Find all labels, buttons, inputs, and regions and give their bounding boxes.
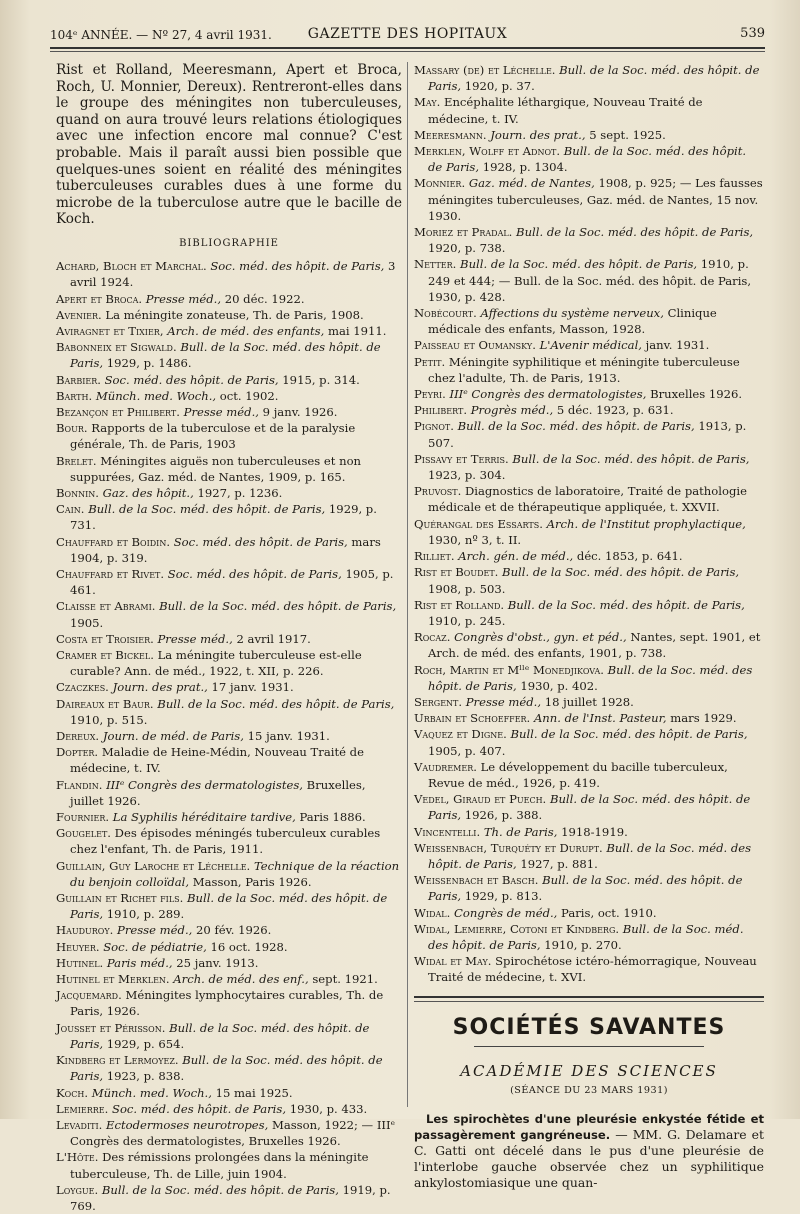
entry-authors: Levaditi. <box>56 1117 103 1132</box>
bibliography-entry <box>414 337 764 353</box>
entry-authors: Quérangal des Essarts. <box>414 516 543 531</box>
right-column <box>414 62 764 1191</box>
bibliography-entry <box>56 825 402 857</box>
bibliography-entry <box>56 420 402 452</box>
bibliography-entry <box>414 256 764 305</box>
entry-details: sept. 1921. <box>308 972 378 987</box>
entry-authors: Chauffard et Boidin. <box>56 534 171 549</box>
bibliography-entry <box>56 1117 402 1149</box>
entry-details: Le développement du bacille tuberculeux, Revue de méd., 1926, p. 419. <box>428 759 728 790</box>
entry-authors: Philibert. <box>414 403 468 418</box>
entry-details: mai 1911. <box>324 323 387 338</box>
entry-details: 1919, p. 769. <box>70 1182 391 1213</box>
bibliography-entry <box>414 597 764 629</box>
entry-authors: Merklen, Wolff et Adnot. <box>414 144 561 159</box>
entry-details: 15 mai 1925. <box>211 1085 293 1100</box>
page-header <box>50 22 765 46</box>
entry-details: 1926, p. 388. <box>461 808 543 823</box>
entry-details: 20 déc. 1922. <box>221 291 305 306</box>
entry-details: 1920, p. 738. <box>428 241 506 256</box>
bibliography-entry <box>56 1101 402 1117</box>
entry-source: Bull. de la Soc. méd. des hôpit. de Paris, <box>460 257 698 272</box>
entry-authors: Avenier. <box>56 307 102 322</box>
bibliography-entry <box>56 258 402 290</box>
entry-source: Progrès méd., <box>470 403 554 418</box>
entry-details: 1915, p. 314. <box>278 372 360 387</box>
entry-authors: Babonneix et Sigwald. <box>56 340 177 355</box>
entry-source: Bull. de la Soc. méd. des hôpit. de Paris, <box>428 63 760 94</box>
bibliography-entry <box>414 759 764 791</box>
entry-details: oct. 1902. <box>216 388 279 403</box>
entry-source: Soc. méd. des hôpit. de Paris, <box>210 259 385 274</box>
entry-authors: Moriez et Pradal. <box>414 225 513 240</box>
entry-authors: Guillain et Richet fils. <box>56 891 184 906</box>
entry-details: 9 janv. 1926. <box>258 404 338 419</box>
bibliography-entry <box>414 175 764 224</box>
intro-paragraph: Rist et Rolland, Meeresmann, Apert et Broca, Roch, U. Monnier, Dereux). Rentreront-elles dans le groupe des méningites non tuberculeuses, quand on aura trouvé leurs relations étiologiques avec une infection encore mal connue? C'est probable. Mais il paraît aussi bien possible que quelques-unes soient en réalité des méningites tuberculeuses curables dues à une forme du microbe de la tuberculose autre que le bacille de Koch. <box>56 62 402 228</box>
entry-details: Paris 1886. <box>295 810 366 825</box>
section-rule-thin <box>414 1001 764 1002</box>
entry-source: Bull. de la Soc. méd. des hôpit. de Paris, <box>101 1182 339 1197</box>
bibliography-entry <box>56 404 402 420</box>
bibliography-entry <box>56 939 402 955</box>
entry-source: Münch. med. Woch., <box>95 388 217 403</box>
bibliography-entry <box>56 453 402 485</box>
entry-details: 1927, p. 1236. <box>193 485 283 500</box>
entry-details: Méningites lymphocytaires curables, Th. de Paris, 1926. <box>70 988 384 1019</box>
entry-authors: Flandin. <box>56 777 103 792</box>
bibliography-entry <box>56 388 402 404</box>
entry-details: déc. 1853, p. 641. <box>573 549 683 564</box>
entry-authors: Claisse et Abrami. <box>56 599 156 614</box>
entry-source: Soc. méd. des hôpit. de Paris, <box>167 567 342 581</box>
entry-authors: Costa et Troisier. <box>56 631 154 646</box>
bibliography-entry <box>56 1149 402 1181</box>
entry-details: Bruxelles 1926. <box>646 387 743 402</box>
entry-authors: Peyri. <box>414 387 446 402</box>
entry-details: Nantes, sept. 1901, et Arch. de méd. des enfants, 1901, p. 738. <box>428 630 761 661</box>
entry-source: Paris méd., <box>106 955 173 970</box>
bibliography-entry <box>56 987 402 1019</box>
entry-authors: Vincentelli. <box>414 824 481 839</box>
entry-details: Rapports de la tuberculose et de la paralysie générale, Th. de Paris, 1903 <box>70 421 356 452</box>
bibliography-entry <box>414 451 764 483</box>
entry-source: Ann. de l'Inst. Pasteur, <box>533 711 667 726</box>
entry-details: Paris, oct. 1910. <box>557 905 657 920</box>
entry-details: Clinique médicale des enfants, Masson, 1928. <box>428 306 717 337</box>
entry-details: 1905, p. 407. <box>428 743 506 758</box>
entry-details: 18 juillet 1928. <box>541 694 634 709</box>
entry-authors: Massary (de) et Léchelle. <box>414 63 556 77</box>
bibliography-entry <box>414 418 764 450</box>
entry-source: La Syphilis héréditaire tardive, <box>112 810 296 825</box>
entry-source: Presse méd., <box>117 923 193 938</box>
entry-source: Presse méd., <box>465 694 542 709</box>
entry-source: Bull. de la Soc. méd. des hôpit. de Paris, <box>512 451 750 466</box>
entry-details: 17 janv. 1931. <box>207 680 294 695</box>
entry-source: Bull. de la Soc. méd. des hôpit. de Paris, <box>507 597 745 612</box>
entry-authors: Daireaux et Baur. <box>56 696 154 711</box>
entry-authors: Bonnin. <box>56 485 99 500</box>
bibliography-entry <box>56 631 402 647</box>
bibliography-entry <box>414 127 764 143</box>
entry-source: IIIᵉ Congrès des dermatologistes, <box>106 777 303 792</box>
entry-source: Congrès de méd., <box>453 905 558 920</box>
entry-source: Presse méd., <box>157 631 233 646</box>
entry-authors: Rilliet. <box>414 549 455 564</box>
entry-source: Journ. des prat., <box>490 127 586 142</box>
entry-authors: Sergent. <box>414 694 463 709</box>
entry-authors: May. <box>414 95 441 110</box>
bibliography-entry <box>56 1182 402 1214</box>
bibliography-entry <box>56 598 402 630</box>
entry-details: La méningite tuberculeuse est-elle curable? Ann. de méd., 1922, t. XII, p. 226. <box>70 648 362 679</box>
entry-details: 1930, p. 402. <box>516 678 598 693</box>
entry-source: IIIᵉ Congrès des dermatologistes, <box>449 387 647 402</box>
entry-authors: Meeresmann. <box>414 127 487 142</box>
bibliography-entry <box>56 890 402 922</box>
academy-title: ACADÉMIE DES SCIENCES <box>460 1061 718 1080</box>
entry-details: 5 déc. 1923, p. 631. <box>553 403 674 418</box>
entry-authors: Netter. <box>414 257 457 272</box>
entry-details: 1930, nº 3, t. II. <box>428 532 522 547</box>
bibliography-entry <box>414 386 764 402</box>
bibliography-entry <box>414 483 764 515</box>
bibliography-entry <box>414 662 764 694</box>
entry-source: Bull. de la Soc. méd. des hôpit. de Paris, <box>70 1020 370 1051</box>
bibliography-list-right <box>414 62 764 986</box>
entry-authors: Widal. <box>414 905 451 920</box>
entry-authors: Widal et May. <box>414 954 492 969</box>
header-rule-thin <box>50 51 765 52</box>
bibliography-entry <box>414 905 764 921</box>
entry-details: 1928, p. 1304. <box>479 160 568 175</box>
entry-details: 1908, p. 503. <box>428 581 506 596</box>
bibliography-entry <box>414 710 764 726</box>
entry-authors: Jacquemard. <box>56 988 122 1003</box>
entry-source: Bull. de la Soc. méd. des hôpit. de Paris, <box>457 419 695 434</box>
entry-details: 1910, p. 245. <box>428 613 506 628</box>
bibliography-entry <box>56 696 402 728</box>
entry-authors: Dereux. <box>56 729 100 744</box>
entry-authors: Rocaz. <box>414 630 451 645</box>
entry-source: Journ. des prat., <box>112 680 208 695</box>
entry-details: janv. 1931. <box>641 338 710 353</box>
entry-authors: Roch, Martin et Mˡˡᵉ Monedjikova. <box>414 662 604 677</box>
bibliography-entry <box>414 143 764 175</box>
entry-source: Congrès d'obst., gyn. et péd., <box>454 630 627 645</box>
entry-details: 25 janv. 1913. <box>172 955 259 970</box>
bibliography-entry <box>414 824 764 840</box>
entry-details: 1929, p. 813. <box>461 889 543 904</box>
entry-source: Bull. de la Soc. méd. des hôpit. de Paris, <box>510 727 748 742</box>
entry-details: 3 avril 1924. <box>70 259 396 290</box>
entry-details: mars 1904, p. 319. <box>70 534 381 565</box>
entry-source: Soc. méd. des hôpit. de Paris, <box>173 534 348 549</box>
bibliography-entry <box>414 62 764 94</box>
bibliography-entry <box>56 291 402 307</box>
entry-source: Gaz. des hôpit., <box>102 485 194 500</box>
entry-details: Masson, 1922; — IIIᵉ Congrès des dermatologistes, Bruxelles 1926. <box>70 1117 396 1149</box>
entry-source: Bull. de la Soc. méd. des hôpit. de Paris, <box>157 696 395 711</box>
entry-source: Bull. de la Soc. méd. des hôpit. de Paris, <box>428 921 744 952</box>
entry-source: Bull. de la Soc. méd. des hôpit. de Paris, <box>516 225 754 240</box>
left-column <box>56 62 402 1214</box>
header-rule <box>50 47 765 49</box>
entry-authors: Brelet. <box>56 453 97 468</box>
bibliography-entry <box>56 485 402 501</box>
entry-authors: Bezançon et Philibert. <box>56 404 180 419</box>
entry-details: 2 avril 1917. <box>232 631 311 646</box>
article-title: Les spirochètes d'une pleurésie enkystée fétide et passagèrement gangréneuse. <box>414 1112 764 1143</box>
bibliography-entry <box>414 872 764 904</box>
entry-authors: Hutinel. <box>56 955 104 970</box>
entry-source: Münch. med. Woch., <box>91 1085 212 1100</box>
entry-details: 1920, p. 37. <box>461 79 535 94</box>
page-number: 539 <box>740 26 765 41</box>
entry-authors: L'Hôte. <box>56 1150 99 1165</box>
bibliography-entry <box>56 971 402 987</box>
entry-details: 1923, p. 304. <box>428 468 506 483</box>
entry-details: 1930, p. 433. <box>286 1101 368 1116</box>
entry-details: 15 janv. 1931. <box>243 729 330 744</box>
entry-authors: Barth. <box>56 388 93 403</box>
entry-authors: Cramer et Bickel. <box>56 648 154 663</box>
section-title: SOCIÉTÉS SAVANTES <box>452 1014 726 1040</box>
entry-source: Bull. de la Soc. méd. des hôpit. de Paris, <box>70 1053 383 1084</box>
entry-details: 1910, p. 515. <box>70 712 148 727</box>
entry-details: 1929, p. 654. <box>103 1036 185 1051</box>
entry-source: Soc. méd. des hôpit. de Paris, <box>112 1101 287 1116</box>
entry-authors: Jousset et Périsson. <box>56 1020 166 1035</box>
entry-source: Soc. de pédiatrie, <box>103 939 207 954</box>
column-divider <box>407 62 408 1107</box>
bibliography-entry <box>56 534 402 566</box>
entry-details: 1923, p. 838. <box>103 1069 185 1084</box>
entry-source: Bull. de la Soc. méd. des hôpit. de Paris, <box>428 662 753 693</box>
entry-authors: Urbain et Schoeffer. <box>414 711 531 726</box>
entry-details: Encéphalite léthargique, Nouveau Traité de médecine, t. IV. <box>428 95 703 126</box>
bibliography-entry <box>56 501 402 533</box>
entry-source: Technique de la réaction du benjoin colloïdal, <box>70 858 400 889</box>
bibliography-entry <box>56 679 402 695</box>
issue-info: 104ᵉ ANNÉE. — Nº 27, 4 avril 1931. <box>50 28 272 42</box>
entry-source: Bull. de la Soc. méd. des hôpit. de Paris, <box>502 565 740 580</box>
entry-details: 1918-1919. <box>557 824 628 839</box>
entry-details: 1910, p. 289. <box>103 907 185 922</box>
entry-authors: Nobécourt. <box>414 306 477 321</box>
entry-source: Bull. de la Soc. méd. des hôpit. de Paris, <box>428 840 752 871</box>
bibliography-entry <box>56 777 402 809</box>
entry-details: La méningite zonateuse, Th. de Paris, 1908. <box>105 307 364 322</box>
entry-authors: Monnier. <box>414 176 466 191</box>
bibliography-entry <box>56 323 402 339</box>
bibliography-entry <box>414 921 764 953</box>
entry-details: mars 1929. <box>666 711 737 726</box>
entry-authors: Hauduroy. <box>56 923 114 938</box>
entry-source: Arch. de méd. des enfants, <box>167 323 325 338</box>
bibliography-entry <box>56 566 402 598</box>
bibliography-entry <box>56 728 402 744</box>
entry-authors: Czaczkes. <box>56 680 109 695</box>
entry-details: 20 fév. 1926. <box>192 923 272 938</box>
entry-source: Presse méd., <box>145 291 222 306</box>
entry-source: Bull. de la Soc. méd. des hôpit. de Paris, <box>70 891 388 922</box>
bibliography-title: BIBLIOGRAPHIE <box>179 237 279 249</box>
entry-authors: Widal, Lemierre, Cotoni et Kindberg. <box>414 921 620 936</box>
entry-authors: Paisseau et Oumansky. <box>414 338 536 353</box>
bibliography-entry <box>56 647 402 679</box>
entry-details: Spirochétose ictéro-hémorragique, Nouveau Traité de médecine, t. XVI. <box>428 954 757 985</box>
entry-source: L'Avenir médical, <box>539 338 642 353</box>
article-paragraph <box>414 1111 764 1191</box>
entry-authors: Guillain, Guy Laroche et Léchelle. <box>56 858 251 873</box>
entry-authors: Petit. <box>414 354 446 369</box>
entry-authors: Pruvost. <box>414 484 462 499</box>
bibliography-entry <box>414 953 764 985</box>
entry-authors: Bour. <box>56 421 88 436</box>
entry-authors: Vaudremer. <box>414 759 477 774</box>
entry-details: Des épisodes méningés tuberculeux curables chez l'enfant, Th. de Paris, 1911. <box>70 826 381 857</box>
bibliography-entry <box>56 744 402 776</box>
entry-source: Soc. méd. des hôpit. de Paris, <box>104 372 279 387</box>
bibliography-entry <box>56 307 402 323</box>
entry-authors: Chauffard et Rivet. <box>56 567 165 581</box>
entry-authors: Hutinel et Merklen. <box>56 972 170 987</box>
journal-title: GAZETTE DES HOPITAUX <box>307 26 508 42</box>
entry-source: Presse méd., <box>183 404 259 419</box>
entry-source: Bull. de la Soc. méd. des hôpit. de Paris, <box>70 340 381 371</box>
bibliography-entry <box>414 564 764 596</box>
bibliography-entry <box>56 809 402 825</box>
entry-authors: Gougelet. <box>56 826 111 841</box>
bibliography-entry <box>414 840 764 872</box>
bibliography-entry <box>56 339 402 371</box>
entry-authors: Dopter. <box>56 745 99 760</box>
entry-authors: Rist et Boudet. <box>414 565 499 580</box>
entry-details: Masson, Paris 1926. <box>189 874 312 889</box>
entry-source: Th. de Paris, <box>483 824 558 839</box>
entry-details: Bruxelles, juillet 1926. <box>70 777 366 808</box>
entry-authors: Pissavy et Terris. <box>414 451 509 466</box>
entry-source: Bull. de la Soc. méd. des hôpit. de Paris, <box>159 599 397 614</box>
entry-authors: Fournier. <box>56 810 110 825</box>
bibliography-entry <box>56 1020 402 1052</box>
bibliography-entry <box>414 305 764 337</box>
entry-source: Bull. de la Soc. méd. des hôpit. de Paris, <box>88 502 326 517</box>
entry-authors: Achard, Bloch et Marchal. <box>56 259 207 274</box>
bibliography-entry <box>414 791 764 823</box>
article-body: — MM. G. Delamare et C. Gatti ont décelé dans le pus d'une pleurésie de l'interlobe gauche observée chez un syphilitique ankylostomiasique une quan- <box>414 1127 764 1191</box>
entry-details: 1927, p. 881. <box>516 856 598 871</box>
bibliography-list-left <box>56 258 402 1214</box>
bibliography-entry <box>414 354 764 386</box>
entry-authors: Kindberg et Lermoyez. <box>56 1053 179 1068</box>
entry-authors: Weissenbach et Basch. <box>414 873 539 888</box>
entry-source: Bull. de la Soc. méd. des hôpit. de Paris, <box>428 144 747 175</box>
entry-authors: Barbier. <box>56 372 101 387</box>
entry-details: 1905, p. 461. <box>70 567 394 598</box>
entry-source: Bull. de la Soc. méd. des hôpit. de Paris, <box>428 873 743 904</box>
entry-source: Arch. gén. de méd., <box>458 549 574 564</box>
entry-details: 5 sept. 1925. <box>585 127 666 142</box>
entry-authors: Cain. <box>56 502 85 517</box>
bibliography-entry <box>56 922 402 938</box>
entry-authors: Heuyer. <box>56 939 100 954</box>
entry-details: Des rémissions prolongées dans la méningite tuberculeuse, Th. de Lille, juin 1904. <box>70 1150 369 1181</box>
bibliography-entry <box>414 402 764 418</box>
entry-authors: Koch. <box>56 1085 89 1100</box>
entry-source: Journ. de méd. de Paris, <box>102 729 244 744</box>
bibliography-entry <box>414 94 764 126</box>
session-date: (SÉANCE DU 23 MARS 1931) <box>510 1084 668 1096</box>
entry-details: Méningites aiguës non tuberculeuses et non suppurées, Gaz. méd. de Nantes, 1909, p. 165. <box>70 453 362 484</box>
bibliography-entry <box>414 694 764 710</box>
entry-details: Maladie de Heine-Médin, Nouveau Traité de médecine, t. IV. <box>70 745 364 776</box>
entry-source: Ectodermoses neurotropes, <box>106 1117 269 1132</box>
entry-authors: Rist et Rolland. <box>414 597 505 612</box>
bibliography-entry <box>56 372 402 388</box>
entry-authors: Apert et Broca. <box>56 291 143 306</box>
bibliography-entry <box>414 629 764 661</box>
entry-authors: Pignot. <box>414 419 454 434</box>
bibliography-entry <box>56 858 402 890</box>
entry-details: 1910, p. 270. <box>540 937 622 952</box>
entry-details: 16 oct. 1928. <box>206 939 288 954</box>
bibliography-entry <box>414 224 764 256</box>
bibliography-entry <box>56 1052 402 1084</box>
entry-source: Bull. de la Soc. méd. des hôpit. de Paris, <box>428 792 751 823</box>
bibliography-entry <box>414 516 764 548</box>
entry-details: 1905. <box>70 615 104 630</box>
bibliography-entry <box>414 548 764 564</box>
entry-authors: Vedel, Giraud et Puech. <box>414 792 547 807</box>
entry-authors: Weissenbach, Turquéty et Durupt. <box>414 840 603 855</box>
entry-authors: Lemierre. <box>56 1101 109 1116</box>
entry-details: 1910, p. 249 et 444; — Bull. de la Soc. méd. des hôpit. de Paris, 1930, p. 428. <box>428 257 752 304</box>
entry-source: Gaz. méd. de Nantes, <box>468 176 595 191</box>
entry-details: Diagnostics de laboratoire, Traité de pathologie médicale et de thérapeutique appliquée, t. XXVII. <box>428 484 747 515</box>
bibliography-entry <box>56 1085 402 1101</box>
entry-details: 1929, p. 1486. <box>103 356 192 371</box>
entry-source: Arch. de l'Institut prophylactique, <box>546 516 746 531</box>
entry-details: 1929, p. 731. <box>70 502 377 533</box>
bibliography-entry <box>56 955 402 971</box>
entry-details: 1908, p. 925; — Les fausses méningites tuberculeuses, Gaz. méd. de Nantes, 15 nov. 1930. <box>428 176 763 223</box>
entry-source: Arch. de méd. des enf., <box>173 972 309 987</box>
entry-details: 1913, p. 507. <box>428 419 747 450</box>
bibliography-entry <box>414 726 764 758</box>
entry-details: Méningite syphilitique et méningite tuberculeuse chez l'adulte, Th. de Paris, 1913. <box>428 354 740 385</box>
entry-authors: Vaquez et Digne. <box>414 727 507 742</box>
entry-source: Affections du système nerveux, <box>480 306 664 321</box>
entry-authors: Loygue. <box>56 1182 99 1197</box>
entry-authors: Aviragnet et Tixier, <box>56 323 164 338</box>
section-rule <box>414 996 764 998</box>
section-title-rule <box>474 1046 704 1047</box>
